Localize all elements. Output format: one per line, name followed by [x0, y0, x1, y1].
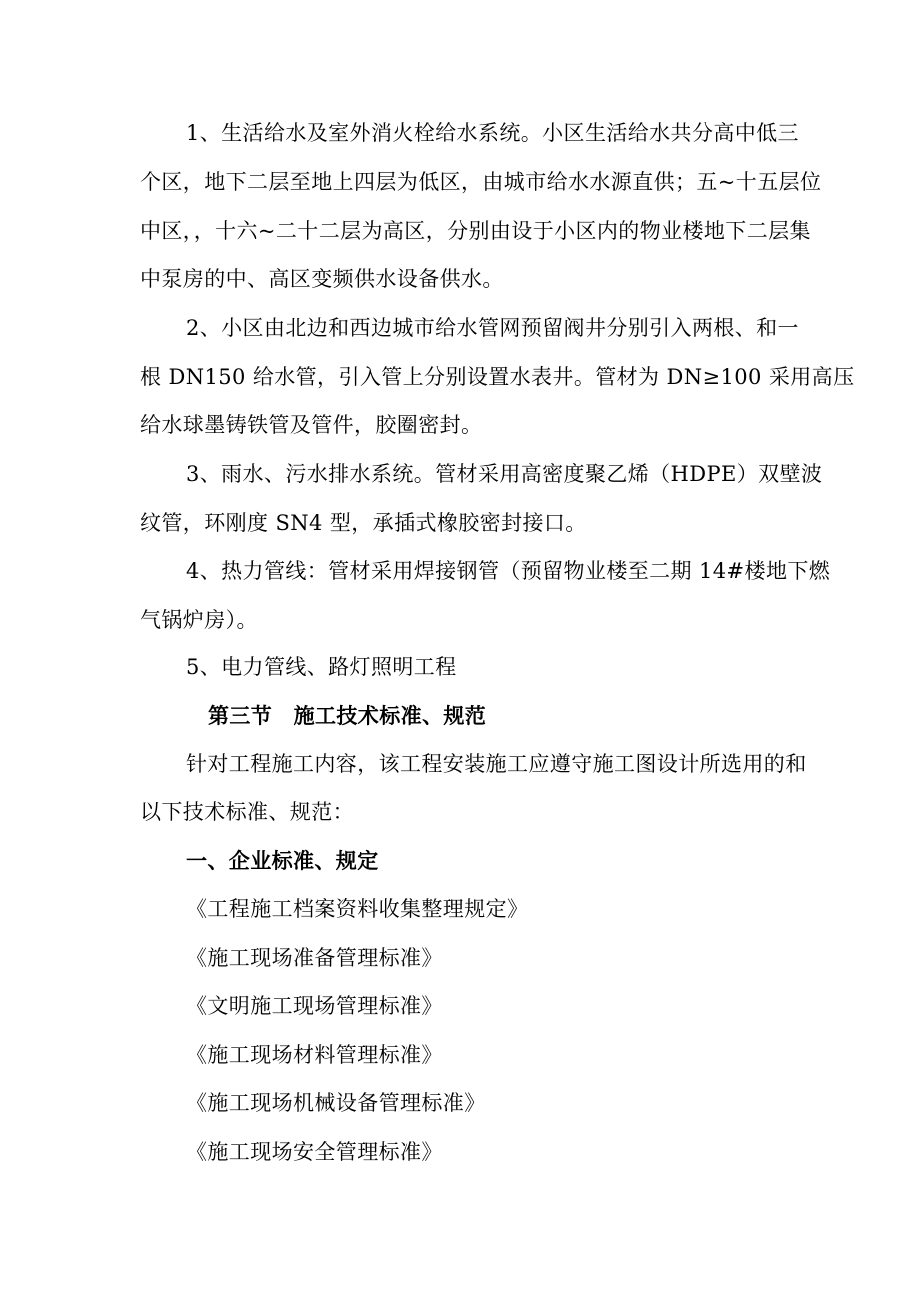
- standard-item: 《施工现场准备管理标准》: [186, 946, 443, 970]
- paragraph-4-line-1: 4、热力管线：管材采用焊接钢管（预留物业楼至二期 14#楼地下燃: [186, 559, 831, 583]
- paragraph-1-line-2: 个区，地下二层至地上四层为低区，由城市给水水源直供；五~十五层位: [140, 170, 822, 194]
- paragraph-1-line-4: 中泵房的中、高区变频供水设备供水。: [140, 267, 504, 291]
- paragraph-2-line-3: 给水球墨铸铁管及管件，胶圈密封。: [140, 413, 483, 437]
- standard-item: 《文明施工现场管理标准》: [186, 994, 443, 1018]
- standard-item: 《工程施工档案资料收集整理规定》: [186, 897, 529, 921]
- paragraph-1-line-1: 1、生活给水及室外消火栓给水系统。小区生活给水共分高中低三: [186, 121, 799, 145]
- intro-line-1: 针对工程施工内容，该工程安装施工应遵守施工图设计所选用的和: [186, 752, 807, 776]
- paragraph-2-line-2: 根 DN150 给水管，引入管上分别设置水表井。管材为 DN≥100 采用高压: [140, 365, 855, 389]
- standard-item: 《施工现场机械设备管理标准》: [186, 1091, 486, 1115]
- standard-item: 《施工现场材料管理标准》: [186, 1043, 443, 1067]
- paragraph-4-line-2: 气锅炉房）。: [140, 608, 258, 632]
- paragraph-5: 5、电力管线、路灯照明工程: [186, 655, 457, 679]
- paragraph-1-line-3: 中区，，十六~二十二层为高区，分别由设于小区内的物业楼地下二层集: [140, 219, 811, 243]
- standard-item: 《施工现场安全管理标准》: [186, 1140, 443, 1164]
- paragraph-3-line-1: 3、雨水、污水排水系统。管材采用高密度聚乙烯（HDPE）双壁波: [186, 462, 823, 486]
- subheading: 一、企业标准、规定: [186, 849, 379, 873]
- section-title: 第三节 施工技术标准、规范: [208, 704, 487, 728]
- paragraph-3-line-2: 纹管，环刚度 SN4 型，承插式橡胶密封接口。: [140, 511, 587, 535]
- intro-line-2: 以下技术标准、规范：: [140, 800, 354, 824]
- paragraph-2-line-1: 2、小区由北边和西边城市给水管网预留阀井分别引入两根、和一: [186, 316, 799, 340]
